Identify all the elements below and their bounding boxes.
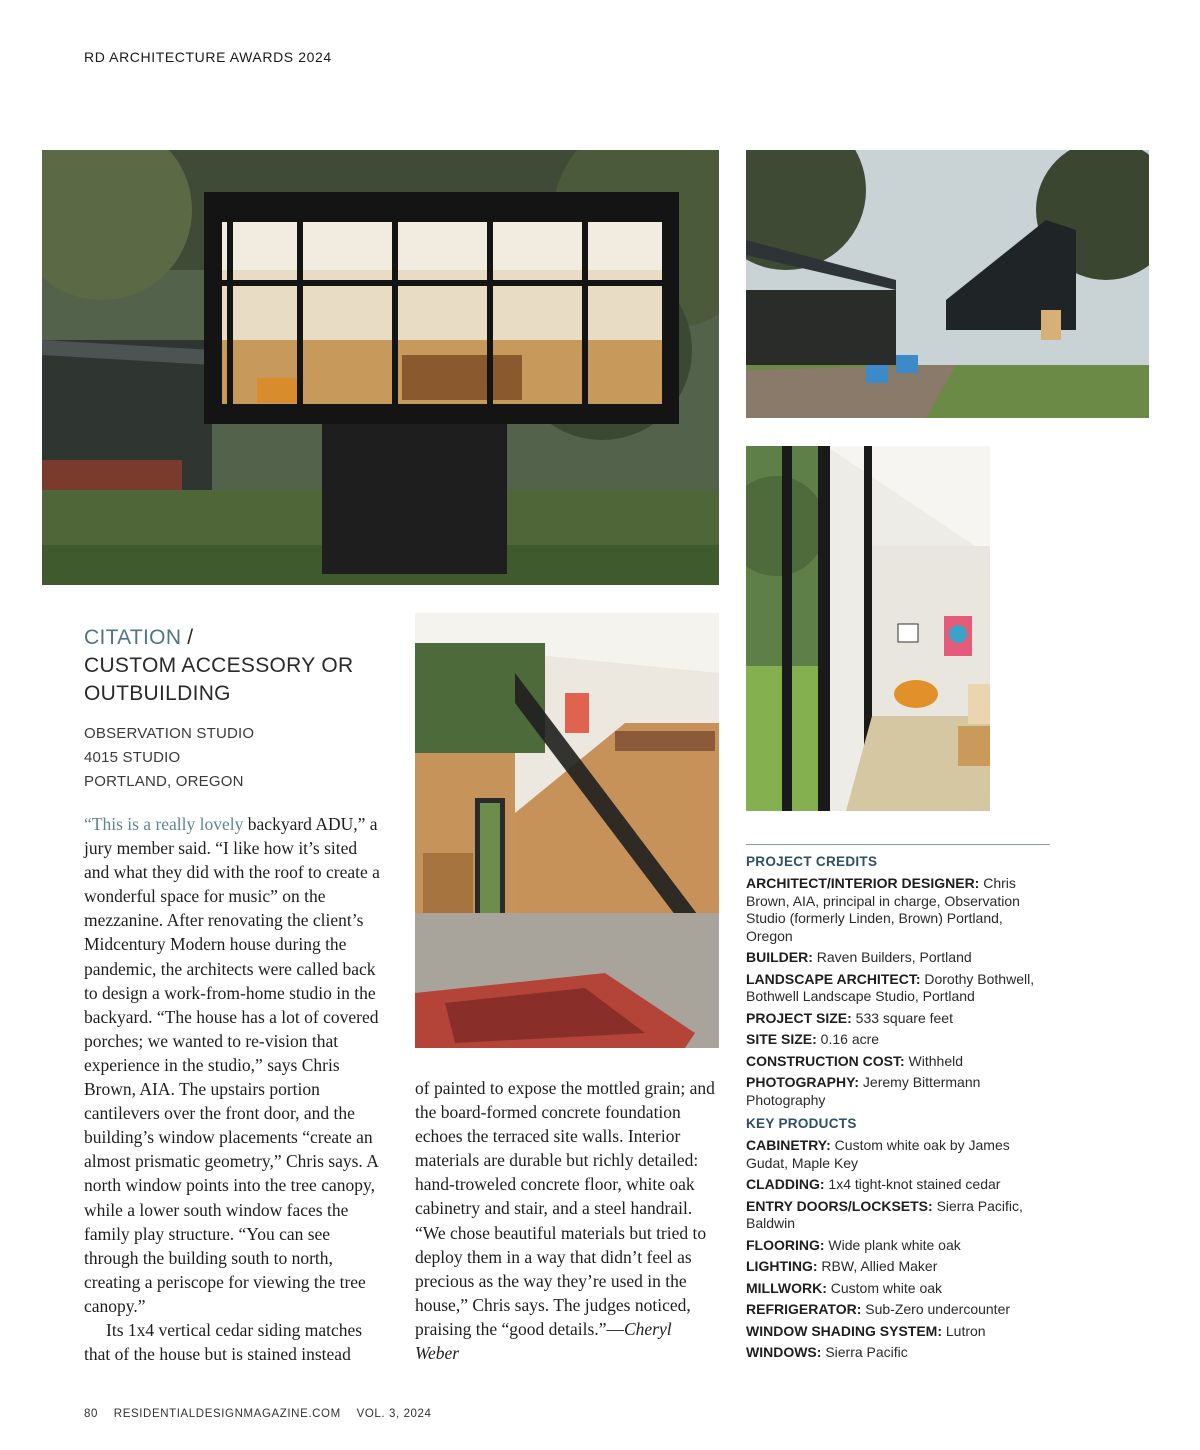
article-column-2 bbox=[415, 1076, 717, 1365]
key-product-item bbox=[746, 1258, 1050, 1276]
project-credit-value: 533 square feet bbox=[851, 1009, 953, 1026]
project-credits-list bbox=[746, 875, 1050, 1109]
key-product-value: 1x4 tight-knot stained cedar bbox=[824, 1176, 1001, 1192]
award-title-line-1: CUSTOM ACCESSORY OR bbox=[84, 654, 354, 677]
page-footer bbox=[84, 1408, 444, 1420]
category-separator: / bbox=[187, 626, 194, 649]
article-column-1 bbox=[84, 812, 386, 1366]
project-address: 4015 STUDIO bbox=[84, 749, 181, 766]
project-credit-label: LANDSCAPE ARCHITECT: bbox=[746, 970, 921, 987]
project-credit-value: 0.16 acre bbox=[816, 1031, 880, 1047]
key-product-item bbox=[746, 1237, 1050, 1255]
article-paragraph-2-start bbox=[84, 1318, 386, 1366]
key-product-item bbox=[746, 1137, 1050, 1172]
key-product-label: CLADDING: bbox=[746, 1176, 825, 1192]
key-product-item bbox=[746, 1176, 1050, 1194]
article-byline: Cheryl Weber bbox=[415, 1318, 672, 1364]
key-product-value: Sierra Pacific bbox=[821, 1344, 908, 1360]
project-credit-label: PROJECT SIZE: bbox=[746, 1009, 852, 1026]
key-product-value: Custom white oak bbox=[826, 1279, 943, 1296]
key-product-value: RBW, Allied Maker bbox=[817, 1258, 938, 1274]
key-product-value: Wide plank white oak bbox=[824, 1236, 961, 1253]
project-credits bbox=[746, 844, 1050, 1366]
section-header: RD ARCHITECTURE AWARDS 2024 bbox=[84, 49, 332, 65]
paragraph-2-part-b: of painted to expose the mottled grain; and the board-formed concrete foundation echoes the terraced site walls. Interior materials are durable but richly detailed: hand-troweled concrete floor, white oak cabinetry and stair, and a steel handrail. “We chose beautiful materials but tried to deploy them in a way that didn’t feel as precious as the way they’re used in the house,” Chris says. The judges noticed, praising the “good details.”— bbox=[415, 1078, 715, 1339]
category-line bbox=[84, 624, 384, 652]
paragraph-2-part-a: Its 1x4 vertical cedar siding matches that of the house but is stained instead bbox=[84, 1319, 363, 1365]
studio-exterior-photo bbox=[42, 150, 719, 585]
key-product-value: Sierra Pacific, Baldwin bbox=[746, 1197, 1023, 1231]
project-credit-label: BUILDER: bbox=[746, 949, 813, 965]
project-info bbox=[84, 722, 384, 794]
key-product-label: LIGHTING: bbox=[746, 1258, 818, 1274]
project-credit-item bbox=[746, 1053, 1050, 1071]
key-product-label: REFRIGERATOR: bbox=[746, 1301, 862, 1317]
key-product-value: Lutron bbox=[942, 1322, 986, 1339]
project-credit-value: Withheld bbox=[904, 1052, 964, 1069]
project-credit-item bbox=[746, 971, 1050, 1006]
project-credit-item bbox=[746, 875, 1050, 945]
footer-site: RESIDENTIALDESIGNMAGAZINE.COM bbox=[113, 1408, 341, 1420]
project-credits-heading: PROJECT CREDITS bbox=[746, 854, 878, 869]
key-product-item bbox=[746, 1280, 1050, 1298]
project-credit-label: PHOTOGRAPHY: bbox=[746, 1074, 860, 1090]
project-location: PORTLAND, OREGON bbox=[84, 773, 244, 790]
project-credit-label: CONSTRUCTION COST: bbox=[746, 1052, 905, 1069]
key-product-label: WINDOWS: bbox=[746, 1344, 822, 1360]
key-product-label: CABINETRY: bbox=[746, 1137, 831, 1153]
key-product-item bbox=[746, 1301, 1050, 1319]
project-credit-item bbox=[746, 1074, 1050, 1109]
project-credit-value: Chris Brown, AIA, principal in charge, Observation Studio (formerly Linden, Brown) Portland, Oregon bbox=[746, 875, 1020, 944]
project-credit-value: Raven Builders, Portland bbox=[812, 949, 972, 965]
footer-issue: VOL. 3, 2024 bbox=[356, 1408, 432, 1420]
key-product-label: WINDOW SHADING SYSTEM: bbox=[746, 1322, 942, 1339]
article-paragraph-1 bbox=[84, 812, 386, 1318]
key-product-item bbox=[746, 1344, 1050, 1362]
paragraph-1-text: backyard ADU,” a jury member said. “I like how it’s sited and what they did with the roof to create a wonderful space for music” on the mezzanine. After renovating the client’s Midcentury Modern house during the pandemic, the architects were called back to design a work-from-home studio in the backyard. “The house has a lot of covered porches; we wanted to re-vision that experience in the studio,” says Chris Brown, AIA. The upstairs portion cantilevers over the front door, and the building’s window placements “create an almost prismatic geometry,” Chris says. A north window points into the tree canopy, while a lower south window faces the family play structure. “You can see through the building south to north, creating a periscope for viewing the tree canopy.” bbox=[84, 814, 380, 1316]
key-product-label: FLOORING: bbox=[746, 1236, 825, 1253]
project-credit-label: SITE SIZE: bbox=[746, 1031, 817, 1047]
staircase-interior-photo bbox=[415, 613, 719, 1048]
page-number: 80 bbox=[84, 1408, 98, 1420]
project-credit-item bbox=[746, 1010, 1050, 1028]
project-name: OBSERVATION STUDIO bbox=[84, 725, 255, 742]
article-paragraph-2-cont bbox=[415, 1076, 717, 1365]
award-info bbox=[84, 624, 384, 794]
key-product-label: ENTRY DOORS/LOCKSETS: bbox=[746, 1197, 933, 1214]
key-product-value: Sub-Zero undercounter bbox=[861, 1301, 1011, 1317]
lead-quote: “This is a really lovely bbox=[84, 814, 244, 834]
porch-and-studio-photo bbox=[746, 150, 1149, 418]
award-category: CITATION bbox=[84, 626, 182, 649]
project-credit-value: Dorothy Bothwell, Bothwell Landscape Studio, Portland bbox=[746, 970, 1035, 1004]
key-product-label: MILLWORK: bbox=[746, 1279, 827, 1296]
key-product-item bbox=[746, 1198, 1050, 1233]
key-products-list bbox=[746, 1137, 1050, 1362]
project-credit-item bbox=[746, 949, 1050, 967]
project-credit-label: ARCHITECT/INTERIOR DESIGNER: bbox=[746, 875, 980, 891]
studio-interior-window-photo bbox=[746, 446, 990, 811]
project-credit-item bbox=[746, 1031, 1050, 1049]
project-credit-value: Jeremy Bittermann Photography bbox=[746, 1074, 981, 1108]
award-title-line-2: OUTBUILDING bbox=[84, 682, 231, 705]
key-products-heading: KEY PRODUCTS bbox=[746, 1116, 857, 1131]
key-product-item bbox=[746, 1323, 1050, 1341]
key-product-value: Custom white oak by James Gudat, Maple Key bbox=[746, 1137, 1010, 1171]
